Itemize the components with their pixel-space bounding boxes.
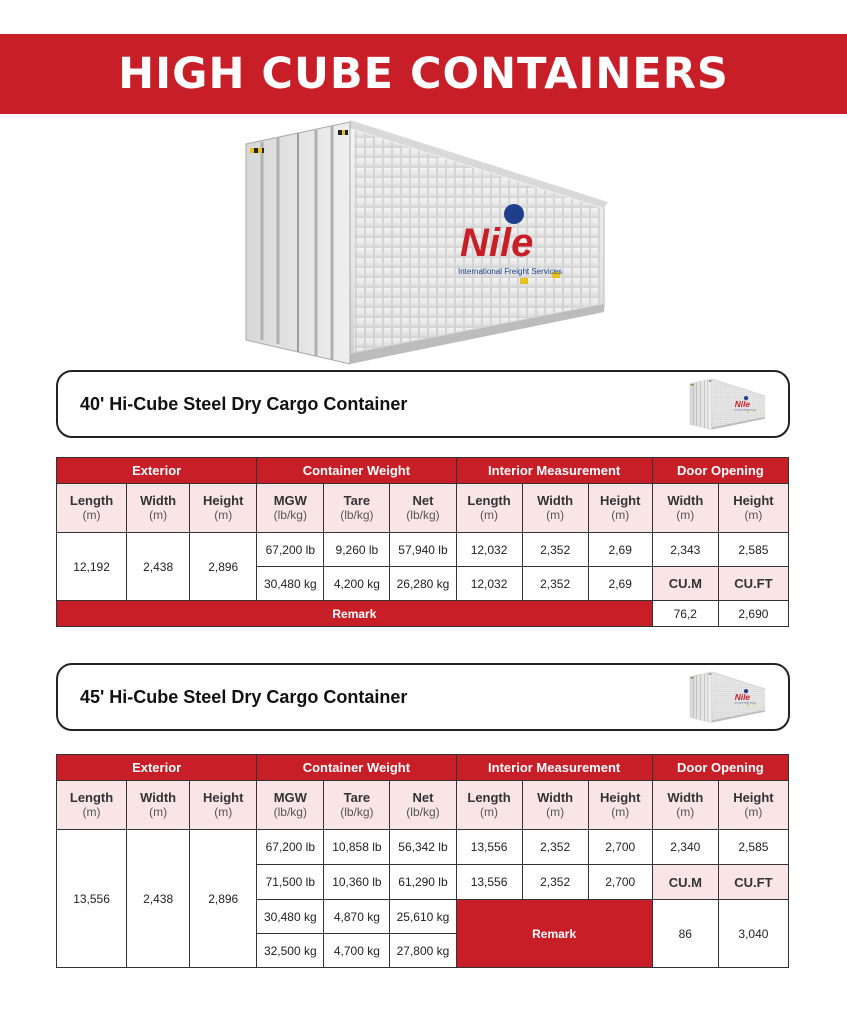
door-height-value: 2,585	[718, 533, 788, 567]
net-value: 57,940 lb	[390, 533, 456, 567]
tare-value: 9,260 lb	[324, 533, 390, 567]
col-header-int-length: Length (m)	[456, 484, 522, 533]
table-row	[57, 533, 789, 567]
cuft-label: CU.FT	[718, 567, 788, 601]
ext-width-value: 2,438	[127, 533, 190, 601]
tare-value: 4,200 kg	[324, 567, 390, 601]
cuft-value: 3,040	[718, 900, 788, 968]
net-value: 56,342 lb	[390, 830, 456, 865]
col-header-net: Net (lb/kg)	[390, 484, 456, 533]
col-header-ext-width: Width (m)	[127, 781, 190, 830]
col-header-mgw: MGW (lb/kg)	[257, 484, 324, 533]
remark-cell: Remark	[456, 900, 652, 968]
net-value: 27,800 kg	[390, 934, 456, 968]
group-header-exterior: Exterior	[57, 458, 257, 484]
col-header-ext-height: Height (m)	[190, 781, 257, 830]
col-header-ext-height: Height (m)	[190, 484, 257, 533]
page-title: HIGH CUBE CONTAINERS	[118, 49, 729, 99]
page-banner	[0, 34, 847, 114]
group-header-interior: Interior Measurement	[456, 755, 652, 781]
cum-value: 76,2	[652, 601, 718, 627]
remark-cell: Remark	[57, 601, 653, 627]
int-width-value: 2,352	[522, 865, 588, 900]
group-header-weight: Container Weight	[257, 458, 456, 484]
net-value: 61,290 lb	[390, 865, 456, 900]
tare-value: 10,360 lb	[324, 865, 390, 900]
int-width-value: 2,352	[522, 533, 588, 567]
col-header-int-width: Width (m)	[522, 781, 588, 830]
col-header-door-width: Width (m)	[652, 484, 718, 533]
col-header-int-length: Length (m)	[456, 781, 522, 830]
col-header-tare: Tare (lb/kg)	[324, 484, 390, 533]
int-height-value: 2,69	[588, 567, 652, 601]
ext-length-value: 12,192	[57, 533, 127, 601]
table-row	[57, 830, 789, 865]
ext-height-value: 2,896	[190, 533, 257, 601]
group-header-interior: Interior Measurement	[456, 458, 652, 484]
group-header-door: Door Opening	[652, 755, 788, 781]
container-45-title: 45' Hi-Cube Steel Dry Cargo Container	[80, 687, 408, 707]
container-40-title: 40' Hi-Cube Steel Dry Cargo Container	[80, 394, 408, 414]
col-header-ext-length: Length (m)	[57, 781, 127, 830]
sub-header-row	[57, 484, 789, 533]
ext-width-value: 2,438	[127, 830, 190, 968]
col-header-ext-width: Width (m)	[127, 484, 190, 533]
container-45-title-box	[56, 663, 790, 731]
mgw-value: 67,200 lb	[257, 533, 324, 567]
col-header-tare: Tare (lb/kg)	[324, 781, 390, 830]
col-header-net: Net (lb/kg)	[390, 781, 456, 830]
cuft-value: 2,690	[718, 601, 788, 627]
tare-value: 4,700 kg	[324, 934, 390, 968]
col-header-ext-length: Length (m)	[57, 484, 127, 533]
net-value: 25,610 kg	[390, 900, 456, 934]
mgw-value: 71,500 lb	[257, 865, 324, 900]
cuft-label: CU.FT	[718, 865, 788, 900]
int-length-value: 12,032	[456, 567, 522, 601]
mgw-value: 30,480 kg	[257, 567, 324, 601]
col-header-door-height: Height (m)	[718, 484, 788, 533]
cum-label: CU.M	[652, 567, 718, 601]
group-header-weight: Container Weight	[257, 755, 456, 781]
net-value: 26,280 kg	[390, 567, 456, 601]
int-length-value: 13,556	[456, 830, 522, 865]
table-row	[57, 601, 789, 627]
group-header-exterior: Exterior	[57, 755, 257, 781]
container-photo	[238, 118, 618, 366]
int-height-value: 2,700	[588, 830, 652, 865]
door-width-value: 2,343	[652, 533, 718, 567]
mgw-value: 30,480 kg	[257, 900, 324, 934]
int-height-value: 2,69	[588, 533, 652, 567]
group-header-door: Door Opening	[652, 458, 788, 484]
int-width-value: 2,352	[522, 567, 588, 601]
int-width-value: 2,352	[522, 830, 588, 865]
container-thumbnail-40	[682, 378, 774, 430]
tare-value: 4,870 kg	[324, 900, 390, 934]
col-header-door-width: Width (m)	[652, 781, 718, 830]
door-height-value: 2,585	[718, 830, 788, 865]
ext-height-value: 2,896	[190, 830, 257, 968]
tare-value: 10,858 lb	[324, 830, 390, 865]
door-width-value: 2,340	[652, 830, 718, 865]
mgw-value: 67,200 lb	[257, 830, 324, 865]
container-40-spec-table	[56, 457, 789, 627]
container-45-spec-table	[56, 754, 789, 968]
container-thumbnail-45	[682, 671, 774, 723]
col-header-mgw: MGW (lb/kg)	[257, 781, 324, 830]
col-header-int-height: Height (m)	[588, 781, 652, 830]
cum-value: 86	[652, 900, 718, 968]
col-header-door-height: Height (m)	[718, 781, 788, 830]
int-height-value: 2,700	[588, 865, 652, 900]
col-header-int-width: Width (m)	[522, 484, 588, 533]
ext-length-value: 13,556	[57, 830, 127, 968]
int-length-value: 12,032	[456, 533, 522, 567]
mgw-value: 32,500 kg	[257, 934, 324, 968]
int-length-value: 13,556	[456, 865, 522, 900]
container-40-title-box	[56, 370, 790, 438]
col-header-int-height: Height (m)	[588, 484, 652, 533]
sub-header-row	[57, 781, 789, 830]
cum-label: CU.M	[652, 865, 718, 900]
